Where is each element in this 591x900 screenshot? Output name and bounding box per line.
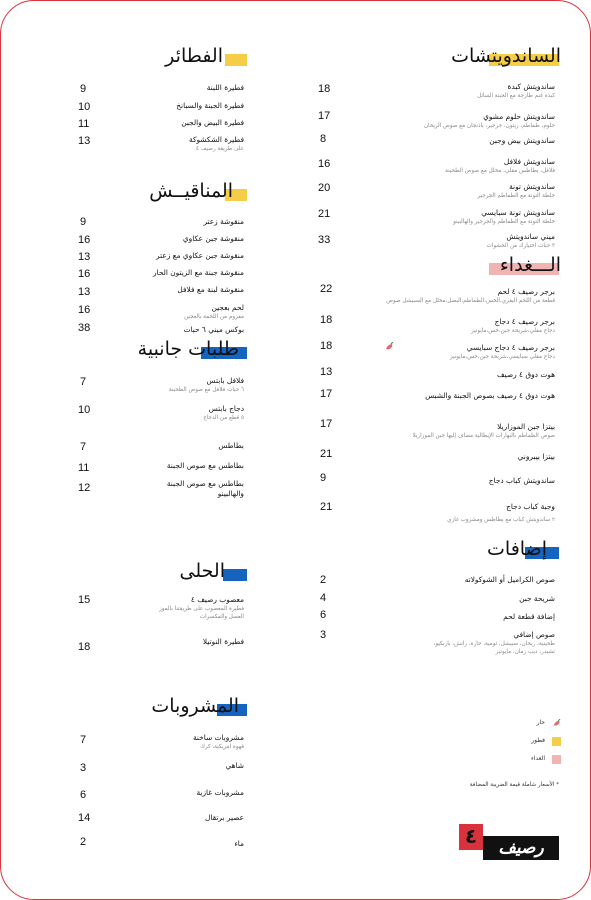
item-price: 16: [78, 304, 91, 316]
item-price: 4: [320, 592, 327, 604]
list-item: صوص الكراميل أو الشوكولاته: [464, 575, 555, 584]
item-price: 11: [78, 462, 90, 474]
section-pies: [141, 45, 247, 75]
item-price: 9: [320, 472, 327, 484]
list-item: لحم بعجين مفروم من اللحمة بالعجين: [184, 303, 244, 320]
item-price: 7: [80, 441, 87, 453]
breakfast-color-bar: [225, 54, 247, 66]
section-header: [141, 45, 247, 75]
legend-label: الغداء: [530, 755, 545, 762]
item-price: 18: [320, 314, 333, 326]
item-price: 11: [78, 118, 90, 130]
section-header: [381, 538, 561, 568]
section-header: [113, 338, 247, 368]
list-item: بيتزا جبن الموزاريلا صوص الطماطم بالبهارات الإيطالية مضاف إليها جبن الموزاريلا: [412, 422, 555, 439]
list-item: ميني ساندويتش ٣ حبات اختيارك من الحشوات: [486, 232, 555, 249]
section-title: إضافات: [487, 538, 547, 560]
section-header: [141, 695, 247, 725]
item-price: 16: [318, 158, 331, 170]
list-item: بطاطس مع صوص الجبنة والهالبينو: [166, 479, 244, 498]
item-price: 16: [78, 268, 91, 280]
item-price: 17: [320, 418, 333, 430]
list-item: دجاج بابتس ٥ قطع من الدجاج: [203, 404, 244, 421]
list-item: منقوشة جبن عكاوي مع زعتر: [156, 251, 244, 260]
list-item: فطيرة اللبنة: [206, 83, 244, 92]
list-item: ساندويتش تونة خلطة التونة مع الطماطم الجرجير: [477, 182, 555, 199]
section-sides: [113, 338, 247, 368]
list-item: بطاطس مع صوص الجبنة: [166, 461, 244, 470]
tax-note: * الأسعار شاملة قيمة الضريبة المضافة: [469, 782, 559, 788]
list-item: ساندويتش كبدة كبدة غنم طازجة مع الجبنة السائل: [477, 82, 555, 99]
list-item: فطيرة النوتيلا: [202, 637, 244, 646]
legend-item-lunch: [481, 755, 561, 773]
list-item: إضافة قطعة لحم: [503, 612, 555, 621]
list-item: ساندويتش حلوم مشوي حلوم، طماطم، زيتون، جرجير، باذنجان مع صوص الريحان: [423, 112, 555, 129]
item-price: 20: [318, 182, 331, 194]
list-item: برجر رصيف ٤ دجاج دجاج مقلي،شريحة جبن،خس،مايونيز: [471, 317, 555, 334]
section-header: [141, 180, 247, 210]
item-price: 14: [78, 812, 91, 824]
item-price: 12: [78, 482, 91, 494]
section-title: طلبات جانبية: [137, 338, 239, 360]
item-price: 3: [80, 762, 87, 774]
section-title: المناقيــش: [149, 180, 233, 202]
legend-label: حار: [536, 719, 545, 726]
list-item: فطيرة الشكشوكة على طريقة رصيف ٤: [189, 135, 244, 152]
list-item: صوص إضافي طحينية، ريحان، سبيشل، ثومية، حارة، رانش، باربكيو، تشيدر، ديب رمان، مايونيز: [433, 630, 555, 655]
list-item: منقوشة جبن عكاوي: [182, 234, 244, 243]
item-price: 21: [320, 501, 333, 513]
item-price: 7: [80, 376, 87, 388]
list-item: ساندويتش تونة سبايسي خلطة التونة مع الطماطم والجرجير والهالبينو: [453, 208, 555, 225]
section-header: [381, 254, 561, 284]
list-item: وجبة كباب دجاج ٢ ساندويتش كباب مع بطاطس ومشروب غازي: [447, 502, 555, 523]
item-price: 13: [320, 366, 333, 378]
list-item: ساندويتش كباب دجاج: [488, 476, 555, 485]
item-price: 9: [80, 216, 87, 228]
list-item: فطيرة الجبنة والسبانخ: [176, 101, 244, 110]
item-price: 22: [320, 283, 333, 295]
breakfast-swatch: [552, 737, 561, 746]
item-price: 2: [80, 836, 87, 848]
item-price: 16: [78, 234, 91, 246]
chili-icon: [552, 719, 561, 728]
list-item: بوكس ميني ٦ حبات: [183, 325, 244, 334]
brand-logo: [459, 824, 559, 860]
item-price: 3: [320, 629, 327, 641]
section-drinks: [141, 695, 247, 725]
list-item: منقوشة لبنة مع فلافل: [177, 285, 244, 294]
item-price: 15: [78, 594, 91, 606]
list-item: منقوشة زعتر: [203, 217, 244, 226]
item-price: 38: [78, 322, 91, 334]
lunch-swatch: [552, 755, 561, 764]
item-price: 7: [80, 734, 87, 746]
section-sweets: [161, 560, 247, 590]
item-price: 6: [80, 789, 87, 801]
list-item: هوت دوق ٤ رصيف بصوص الجبنة والشبس: [425, 391, 555, 400]
legend: [481, 719, 561, 773]
item-price: 33: [318, 234, 331, 246]
list-item: فلافل بابتس ٦ حبات فلافل مع صوص الطحينة: [168, 376, 244, 393]
item-price: 18: [318, 83, 331, 95]
legend-item-breakfast: [481, 737, 561, 755]
list-item: ماء: [234, 839, 244, 848]
list-item: ساندويتش فلافل فلافل، بطاطس مقلي، مخلل مع صوص الطحينة: [445, 157, 555, 174]
list-item: ساندويتش بيض وجبن: [489, 136, 555, 145]
legend-item-spicy: [481, 719, 561, 737]
section-title: الحلى: [179, 560, 225, 582]
brand-number: ٤: [459, 824, 483, 850]
list-item: فطيرة البيض والجبن: [181, 118, 244, 127]
item-price: 17: [318, 110, 331, 122]
item-price: 13: [78, 286, 91, 298]
list-item: شريحة جبن: [519, 594, 555, 603]
item-price: 13: [78, 135, 91, 147]
section-header: [161, 560, 247, 590]
list-item: برجر رصيف ٤ لحم قطعة من اللحم البقري،الخس،الطماطم،البصل،مخلل مع السبيشل صوص: [386, 287, 555, 304]
item-price: 21: [318, 208, 331, 220]
item-price: 10: [78, 404, 91, 416]
list-item: مشروبات ساخنة قهوة امريكية، كرك: [192, 733, 244, 750]
section-addons: [381, 538, 561, 568]
section-title: المشروبات: [151, 695, 239, 717]
section-title: الـــغداء: [499, 254, 561, 276]
list-item: عصير برتقال: [204, 813, 244, 822]
section-manakish: [141, 180, 247, 210]
item-price: 21: [320, 448, 333, 460]
section-lunch: [381, 254, 561, 284]
item-price: 2: [320, 574, 327, 586]
item-price: 10: [78, 101, 91, 113]
item-price: 17: [320, 388, 333, 400]
list-item: منقوشة جبنة مع الزيتون الحار: [153, 268, 244, 277]
blue-color-bar: [223, 569, 247, 581]
list-item: بطاطس: [218, 441, 244, 450]
item-price: 18: [78, 641, 91, 653]
item-price: 8: [320, 133, 327, 145]
list-item: برجر رصيف ٤ دجاج سبايسي دجاج مقلي سبايسي،شريحة جبن،خس،مايونيز: [449, 343, 555, 360]
item-price: 13: [78, 251, 91, 263]
section-title: الساندويتشات: [451, 45, 561, 67]
list-item: بيتزا بيبروني: [517, 452, 555, 461]
section-title: الفطائر: [165, 45, 223, 67]
item-price: 6: [320, 609, 327, 621]
section-sandwiches: [381, 45, 561, 75]
brand-name: رصيف: [483, 836, 559, 860]
list-item: معصوب رصيف ٤ فطيرة المعصوب على طريقتنا بالموز العسل والمكسرات: [159, 595, 244, 620]
section-header: [381, 45, 561, 75]
list-item: مشروبات غازية: [196, 788, 244, 797]
chili-icon: [384, 342, 394, 352]
list-item: شاهي: [225, 761, 244, 770]
item-price: 9: [80, 83, 87, 95]
item-price: 18: [320, 340, 333, 352]
legend-label: فطور: [531, 737, 545, 744]
list-item: هوت دوق ٤ رصيف: [496, 370, 555, 379]
